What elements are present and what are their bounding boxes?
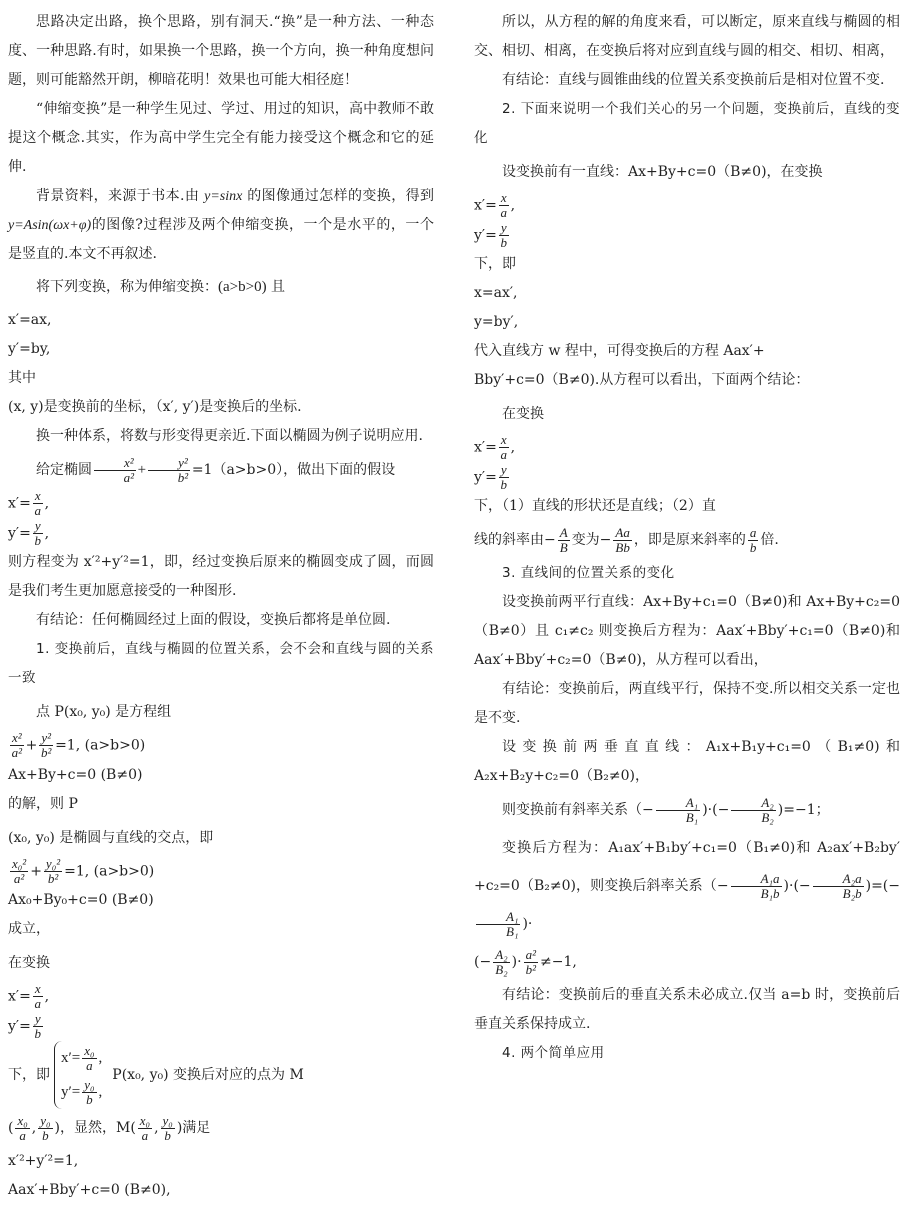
paragraph: 设变换前两平行直线：Ax+By+c₁=0（B≠0)和 Ax+By+c₂=0（B≠0）且 c₁≠c₂ 则变换后方程为：Aax′+Bby′+c₁=0（B≠0)和 Aax′+Bby′+c₂=0（B≠0)，从方程可以看出， — [474, 594, 900, 668]
paragraph: 有结论：变换前后的垂直关系未必成立.仅当 a=b 时，变换前后垂直关系保持成立. — [474, 987, 900, 1032]
paragraph: 则方程变为 x′²+y′²=1，即，经过变换后原来的椭圆变成了圆，而圆是我们考生更加愿意接受的一种图形. — [8, 554, 434, 599]
paragraph: 则变换前有斜率关系（− $\frac{\text{A₁}}{\text{B₁}}$ )·(− $\frac{\text{A₂}}{\text{B₂}}$ )=−1； — [502, 794, 830, 825]
ellipse-assumption: 给定椭圆 $\frac{\text{x²}}{\text{a²}}$ + $\frac{\text{y²}}{\text{b²}}$ =1（a>b>0），做出下面的假设 — [36, 454, 396, 485]
paragraph: 下，即 — [474, 256, 516, 272]
paragraph: 所以，从方程的解的角度来看，可以断定，原来直线与椭圆的相交、相切、相离，在变换后将对应到直线与圆的相交、相切、相离， — [474, 14, 900, 59]
section-heading: 1. 变换前后，直线与椭圆的位置关系，会不会和直线与圆的关系一致 — [8, 641, 434, 686]
paragraph: 换一种体系，将数与形变得更亲近.下面以椭圆为例子说明应用. — [36, 428, 423, 444]
paragraph: 设变换前两垂直直线：A₁x+B₁y+c₁=0（B₁≠0)和 A₂x+B₂y+c₂=0（B₂≠0)， — [474, 739, 900, 784]
paragraph: (− $\frac{\text{A₂}}{\text{B₂}}$ )· $\frac{\text{a²}}{\text{b²}}$ ≠−1, — [474, 946, 577, 977]
paragraph: 变换后方程为：A₁ax′+B₁by′+c₁=0（B₁≠0)和 A₂ax′+B₂by′+c₂=0（B₂≠0)，则变换后斜率关系（− $\frac{\text{A₁a}}{\text{B₁b}}$ )·(− $\frac{\text{A₂a}}{\text{B₂b}}$ )=(− $\frac{\text{A₁}}{\text{B₁}}$ )· — [474, 840, 900, 939]
section-heading: 3. 直线间的位置关系的变化 — [502, 565, 675, 581]
paragraph: 有结论：任何椭圆经过上面的假设，变换后都将是单位圆. — [36, 612, 391, 628]
section-heading: 2. 下面来说明一个我们关心的另一个问题，变换前后，直线的变化 — [474, 101, 900, 146]
paragraph: 思路决定出路，换个思路，别有洞天.“换”是一种方法、一种态度、一种思路.有时，如果换一个思路，换一个方向，换一种角度想问题，则可能豁然开朗，柳暗花明！效果也可能大相径庭！ — [8, 14, 434, 88]
paragraph: 有结论：变换前后，两直线平行，保持不变.所以相交关系一定也是不变. — [474, 681, 900, 726]
paragraph: 背景资料，来源于书本.由 y=sinx 的图像通过怎样的变换，得到y=Asin(ωx+φ)的图像?过程涉及两个伸缩变换，一个是水平的，一个是竖直的.本文不再叙述. — [8, 188, 435, 262]
paragraph: 将下列变换，称为伸缩变换：(a>b>0) 且 — [36, 279, 286, 295]
paragraph: “伸缩变换”是一种学生见过、学过、用过的知识，高中教师不敢提这个概念.其实，作为高中学生完全有能力接受这个概念和它的延伸. — [8, 101, 434, 175]
paragraph: 设变换前有一直线：Ax+By+c=0（B≠0)，在变换 — [502, 164, 823, 180]
section-heading: 4. 两个简单应用 — [502, 1045, 605, 1061]
paragraph: (x, y)是变换前的坐标，（x′, y′)是变换后的坐标. — [8, 399, 302, 415]
right-column: 所以，从方程的解的角度来看，可以断定，原来直线与椭圆的相交、相切、相离，在变换后将对应到直线与圆的相交、相切、相离， 有结论：直线与圆锥曲线的位置关系变换前后是相对位置不变. 2. 下面来说明一个我们关心的另一个问题，变换前后，直线的变化 设变换前有一直线：Ax+By+c=0（B≠0)，在变换 x′= $\frac{x}{a}$ , y′= $\frac{y}{b}$ 下，即 x=ax′, y=by′, 代入直线方 w 程中，可得变换后的方程 Aax′+ Bby′+c=0（B≠0).从方程可以看出，下面两个结论： 在变换 x′= $\frac{x}{a}$ , y′= $\frac{y}{b}$ 下，（1）直线的形状还是直线；（2）直 线的斜率由− $\frac{A}{B}$ 变为− $\frac{Aa}{Bb}$ ，即是原来斜率的 $\frac{a}{b}$ 倍. 3. 直线间的位置关系的变化 设变换前两平行直线：Ax+By+c₁=0（B≠0)和 Ax+By+c₂=0（B≠0）且 c₁≠c₂ 则变换后方程为：Aax′+Bby′+c₁=0（B≠0)和 Aax′+Bby′+c₂=0（B≠0)，从方程可以看出， 有结论：变换前后，两直线平行，保持不变.所以相交关系一定也是不变. 设变换前两垂直直线：A₁x+B₁y+c₁=0（B₁≠0)和 A₂x+B₂y+c₂=0（B₂≠0)， 则变换前有斜率关系（− $\frac{\text{A₁}}{\text{B₁}}$ )·(− $\frac{\text{A₂}}{\text{B₂}}$ )=−1； 变换后方程为：A₁ax′+B₁by′+c₁=0（B₁≠0)和 A₂ax′+B₂by′+c₂=0（B₂≠0)，则变换后斜率关系（− $\frac{\text{A₁a}}{\text{B₁b}}$ )·(− $\frac{\text{A₂a}}{\text{B₂b}}$ )=(− $\frac{\text{A₁}}{\text{B₁}}$ )· (− $\frac{\text{A₂}}{\text{B₂}}$ )· $\frac{\text{a²}}{\text{b²}}$ ≠−1, 有结论：变换前后的垂直关系未必成立.仅当 a=b 时，变换前后垂直关系保持成立. 4. 两个简单应用 — [474, 8, 900, 1068]
paragraph: 在变换 — [502, 406, 544, 422]
paragraph: (x₀, y₀) 是椭圆与直线的交点，即 — [8, 829, 214, 846]
paragraph: ( $\frac{\text{x₀}}{a}$ , $\frac{\text{y₀}}{b}$ )，显然，M( $\frac{\text{x₀}}{a}$ , $\frac{\text{y₀}}{b}$ )满足 — [8, 1112, 211, 1143]
paragraph: 点 P(x₀, y₀) 是方程组 — [36, 704, 172, 720]
paragraph: 线的斜率由− $\frac{A}{B}$ 变为− $\frac{Aa}{Bb}$ ，即是原来斜率的 $\frac{a}{b}$ 倍. — [474, 524, 779, 555]
paragraph: Bby′+c=0（B≠0).从方程可以看出，下面两个结论： — [474, 372, 810, 388]
left-column: 思路决定出路，换个思路，别有洞天.“换”是一种方法、一种态度、一种思路.有时，如果换一个思路，换一个方向，换一种角度想问题，则可能豁然开朗，柳暗花明！效果也可能大相径庭！ “伸缩变换”是一种学生见过、学过、用过的知识，高中教师不敢提这个概念.其实，作为高中学生完全有能力接受这个概念和它的延伸. 背景资料，来源于书本.由 y=sinx 的图像通过怎样的变换，得到y=Asin(ωx+φ)的图像?过程涉及两个伸缩变换，一个是水平的，一个是竖直的.本文不再叙述. 将下列变换，称为伸缩变换：(a>b>0) 且 x′=ax, y′=by, 其中 (x, y)是变换前的坐标，（x′, y′)是变换后的坐标. 换一种体系，将数与形变得更亲近.下面以椭圆为例子说明应用. 给定椭圆 $\frac{\text{x²}}{\text{a²}}$ + $\frac{\text{y²}}{\text{b²}}$ =1（a>b>0），做出下面的假设 x′= $\frac{x}{a}$ , y′= $\frac{y}{b}$ , 则方程变为 x′²+y′²=1，即，经过变换后原来的椭圆变成了圆，而圆是我们考生更加愿意接受的一种图形. 有结论：任何椭圆经过上面的假设，变换后都将是单位圆. 1. 变换前后，直线与椭圆的位置关系，会不会和直线与圆的关系一致 点 P(x₀, y₀) 是方程组 $\frac{\text{x²}}{\text{a²}}$ + $\frac{\text{y²}}{\text{b²}}$ =1, (a>b>0) Ax+By+c=0 (B≠0) 的解，则 P (x₀, y₀) 是椭圆与直线的交点，即 $\frac{\text{x₀²}}{\text{a²}}$ + $\frac{\text{y₀²}}{\text{b²}}$ =1, (a>b>0) Ax₀+By₀+c=0 (B≠0) 成立， 在变换 x′= $\frac{x}{a}$ , y′= $\frac{y}{b}$ 下，即 x′= $\frac{\text{x₀}}{a}$ , y′= $\frac{\text{y₀}}{b}$ , P(x₀, y₀) 变换后对应的点为 M ( $\frac{\text{x₀}}{a}$ , $\frac{\text{y₀}}{b}$ )，显然，M( $\frac{\text{x₀}}{a}$ , $\frac{\text{y₀}}{b}$ )满足 x′²+y′²=1, Aax′+Bby′+c=0 (B≠0), — [8, 8, 434, 1205]
paragraph: 在变换 — [8, 955, 50, 971]
paragraph: 有结论：直线与圆锥曲线的位置关系变换前后是相对位置不变. — [502, 72, 885, 88]
